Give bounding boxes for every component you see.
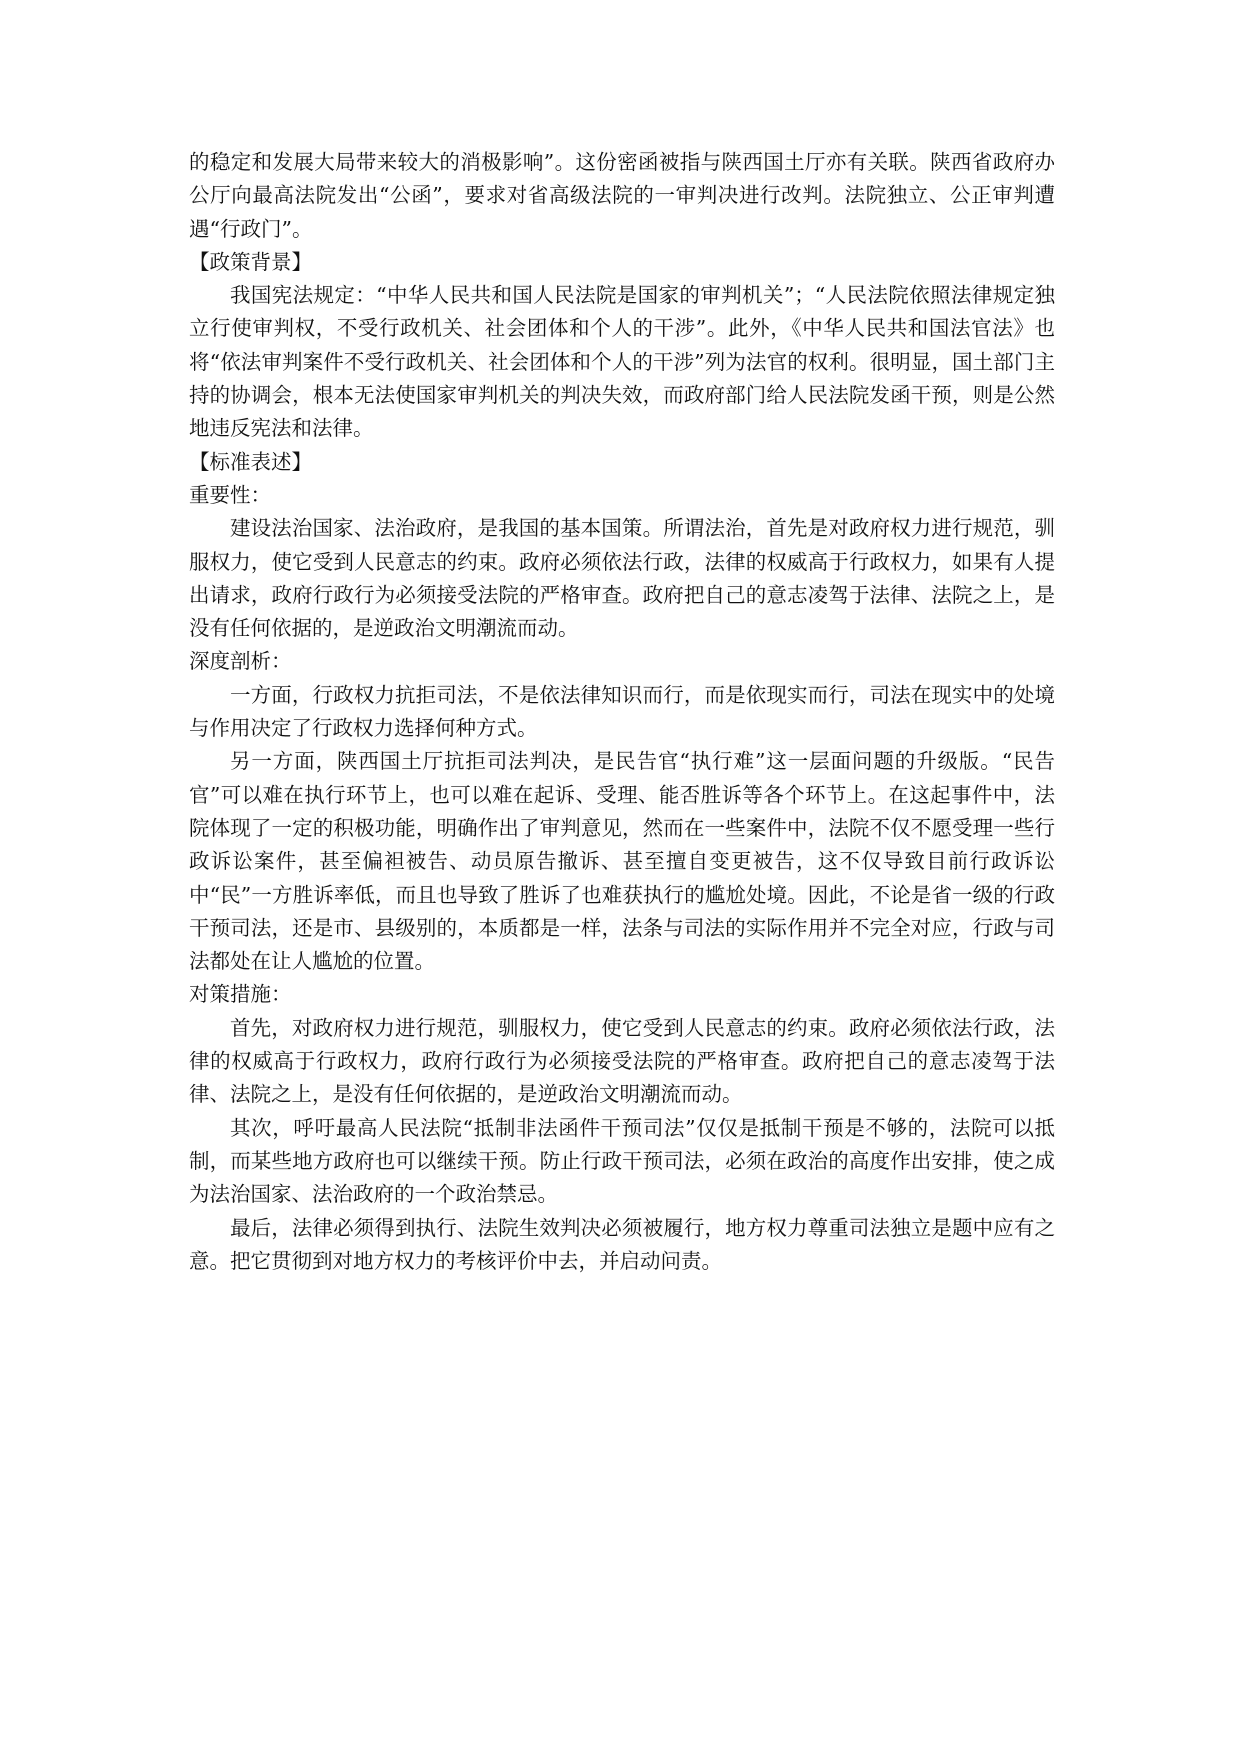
policy-background-paragraph: 我国宪法规定：“中华人民共和国人民法院是国家的审判机关”；“人民法院依照法律规定独立行使审判权，不受行政机关、社会团体和个人的干涉”。此外，《中华人民共和国法官法》也将“依法审判案件不受行政机关、社会团体和个人的干涉”列为法官的权利。很明显，国土部门主持的协调会，根本无法使国家审判机关的判决失效，而政府部门给人民法院发函干预，则是公然地违反宪法和法律。 [189,283,1055,441]
measures-paragraph-3: 最后，法律必须得到执行、法院生效判决必须被履行，地方权力尊重司法独立是题中应有之意。把它贯彻到对地方权力的考核评价中去，并启动问责。 [189,1215,1055,1273]
measures-paragraph-2: 其次，呼吁最高人民法院“抵制非法函件干预司法”仅仅是抵制干预是不够的，法院可以抵制，而某些地方政府也可以继续干预。防止行政干预司法，必须在政治的高度作出安排，使之成为法治国家、法治政府的一个政治禁忌。 [189,1115,1055,1207]
importance-paragraph: 建设法治国家、法治政府，是我国的基本国策。所谓法治，首先是对政府权力进行规范，驯服权力，使它受到人民意志的约束。政府必须依法行政，法律的权威高于行政权力，如果有人提出请求，政府行政行为必须接受法院的严格审查。政府把自己的意志凌驾于法律、法院之上，是没有任何依据的，是逆政治文明潮流而动。 [189,516,1055,641]
policy-background-heading: 【政策背景】 [189,249,312,274]
standard-statement-heading: 【标准表述】 [189,449,312,474]
importance-label: 重要性： [189,482,271,507]
analysis-paragraph-2: 另一方面，陕西国土厅抗拒司法判决，是民告官“执行难”这一层面问题的升级版。“民告官”可以难在执行环节上，也可以难在起诉、受理、能否胜诉等各个环节上。在这起事件中，法院体现了一定的积极功能，明确作出了审判意见，然而在一些案件中，法院不仅不愿受理一些行政诉讼案件，甚至偏袒被告、动员原告撤诉、甚至擅自变更被告，这不仅导致目前行政诉讼中“民”一方胜诉率低，而且也导致了胜诉了也难获执行的尴尬处境。因此，不论是省一级的行政干预司法，还是市、县级别的，本质都是一样，法条与司法的实际作用并不完全对应，行政与司法都处在让人尴尬的位置。 [189,749,1055,974]
intro-paragraph: 的稳定和发展大局带来较大的消极影响”。这份密函被指与陕西国土厅亦有关联。陕西省政府办公厅向最高法院发出“公函”，要求对省高级法院的一审判决进行改判。法院独立、公正审判遭遇“行政门”。 [189,150,1055,241]
measures-label: 对策措施： [189,982,292,1007]
analysis-paragraph-1: 一方面，行政权力抗拒司法，不是依法律知识而行，而是依现实而行，司法在现实中的处境与作用决定了行政权力选择何种方式。 [189,682,1055,741]
measures-paragraph-1: 首先，对政府权力进行规范，驯服权力，使它受到人民意志的约束。政府必须依法行政，法律的权威高于行政权力，政府行政行为必须接受法院的严格审查。政府把自己的意志凌驾于法律、法院之上，是没有任何依据的，是逆政治文明潮流而动。 [189,1015,1055,1107]
analysis-label: 深度剖析： [189,649,292,674]
document-page [189,146,1055,1278]
